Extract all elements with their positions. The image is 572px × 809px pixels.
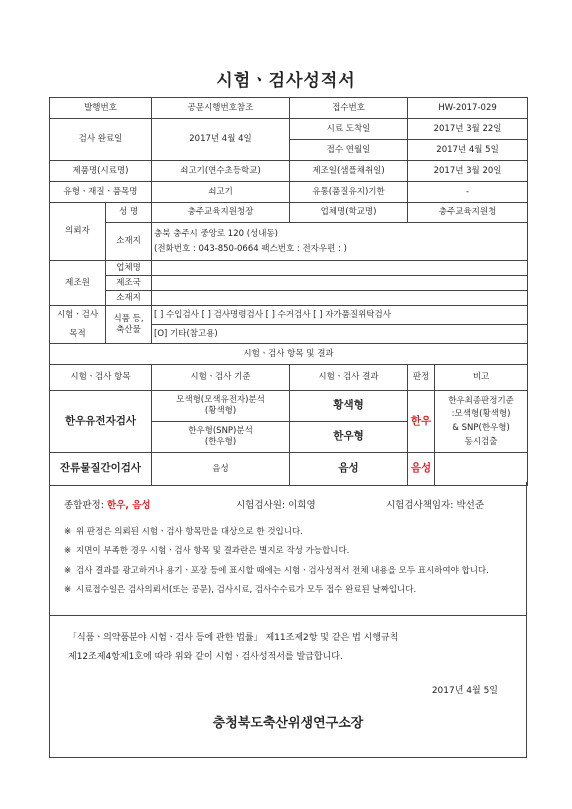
maker-biz-label: 업체명 bbox=[106, 261, 152, 276]
result-item-1: 한우유전자검사 bbox=[50, 391, 152, 453]
client-label: 의뢰자 bbox=[50, 203, 106, 261]
made-value: 2017년 3월 20일 bbox=[408, 161, 528, 182]
client-addr-value bbox=[152, 223, 528, 261]
type-label: 유형ㆍ재질ㆍ품목명 bbox=[50, 182, 152, 203]
purpose-sub bbox=[106, 306, 152, 344]
col-judgement: 판정 bbox=[408, 365, 435, 391]
result-remark-1-line1: 한우최종판정기준 bbox=[448, 395, 514, 406]
note-item bbox=[64, 565, 524, 577]
maker-country-label: 제조국 bbox=[106, 276, 152, 291]
note-text: 지면이 부족한 경우 시험ㆍ검사 항목 및 결과란은 별지로 작성 가능합니다. bbox=[76, 546, 350, 557]
purpose-sub-2: 축산물 bbox=[116, 324, 141, 335]
note-mark: ※ bbox=[64, 584, 72, 595]
note-text: 검사 결과를 광고하거나 용기ㆍ포장 등에 표시할 때에는 시험ㆍ검사성적서 전체 내용을 모두 표시하여야 합니다. bbox=[76, 565, 489, 576]
col-remark: 비고 bbox=[435, 365, 528, 391]
law-statement bbox=[68, 629, 518, 667]
result-value-1a: 황색형 bbox=[290, 391, 408, 422]
client-name-label: 성 명 bbox=[106, 203, 152, 223]
receipt-no-value: HW-2017-029 bbox=[408, 98, 528, 119]
issue-no-value: 공문시행번호참조 bbox=[152, 98, 290, 119]
result-std-1a-line1: 모색형(모색유전자)분석 bbox=[176, 395, 265, 406]
result-std-1a bbox=[152, 391, 290, 422]
note-text: 위 판정은 의뢰된 시험ㆍ검사 항목만을 대상으로 한 것입니다. bbox=[76, 527, 303, 537]
purpose-sub-1: 식품 등, bbox=[113, 313, 144, 324]
maker-addr-label: 소재지 bbox=[106, 291, 152, 306]
results-section-title: 시험ㆍ검사 항목 및 결과 bbox=[50, 344, 528, 365]
complete-value: 2017년 4월 4일 bbox=[152, 119, 290, 161]
client-name-value: 충주교육지원청장 bbox=[152, 203, 290, 223]
arrival-value: 2017년 3월 22일 bbox=[408, 119, 528, 140]
result-item-2: 잔류물질간이검사 bbox=[50, 453, 152, 486]
purpose-label-2: 목적 bbox=[69, 328, 86, 339]
result-value-2: 음성 bbox=[290, 453, 408, 486]
result-std-1b-line1: 한우형(SNP)분석 bbox=[188, 426, 253, 437]
purpose-selected: [O] 기타(참고용) bbox=[152, 325, 528, 344]
expiry-value: - bbox=[408, 182, 528, 203]
issue-no-label: 발행번호 bbox=[50, 98, 152, 119]
law-line-2: 제12조제4항제1호에 따라 위와 같이 시험ㆍ검사성적서를 발급합니다. bbox=[68, 651, 343, 662]
made-label: 제조일(샘플채취일) bbox=[290, 161, 408, 182]
type-value: 쇠고기 bbox=[152, 182, 290, 203]
result-remark-2 bbox=[435, 453, 528, 486]
col-standard: 시험ㆍ검사 기준 bbox=[152, 365, 290, 391]
examiner: 시험검사원: 이희영 bbox=[236, 500, 316, 511]
purpose-options: [ ] 수입검사 [ ] 검사명령검사 [ ] 수거검사 [ ] 자가품질위탁검사 bbox=[152, 306, 528, 325]
manager: 시험검사책임자: 박선준 bbox=[386, 500, 484, 511]
client-biz-label: 업체명(학교명) bbox=[290, 203, 408, 223]
receipt-no-label: 접수번호 bbox=[290, 98, 408, 119]
note-text: 시료접수일은 검사의뢰서(또는 공문), 검사시료, 검사수수료가 모두 접수 완료된 날짜입니다. bbox=[76, 584, 417, 595]
note-mark: ※ bbox=[64, 527, 72, 537]
arrival-label: 시료 도착일 bbox=[290, 119, 408, 140]
law-line-1: 「식품ㆍ의약품분야 시험ㆍ검사 등에 관한 법률」 제11조제2항 및 같은 법 시행규칙 bbox=[68, 633, 399, 643]
purpose-label-1: 시험ㆍ검사 bbox=[56, 309, 99, 320]
result-judgement-2: 음성 bbox=[408, 453, 435, 486]
product-label: 제품명(시료명) bbox=[50, 161, 152, 182]
receipt-date-label: 접수 연월일 bbox=[290, 140, 408, 161]
client-biz-value: 충주교육지원청 bbox=[408, 203, 528, 223]
report-table bbox=[49, 97, 528, 486]
note-item bbox=[64, 526, 524, 538]
maker-label: 제조원 bbox=[50, 261, 106, 306]
result-remark-1-line2: :모색형(황색형) bbox=[451, 409, 511, 420]
product-value: 쇠고기(연수초등학교) bbox=[152, 161, 290, 182]
col-result: 시험ㆍ검사 결과 bbox=[290, 365, 408, 391]
note-mark: ※ bbox=[64, 565, 72, 576]
result-std-1b-line2: (한우형) bbox=[204, 437, 237, 447]
result-value-1b: 한우형 bbox=[290, 422, 408, 453]
maker-addr-value bbox=[152, 291, 528, 306]
final-judgement bbox=[64, 497, 151, 511]
receipt-date-value: 2017년 4월 5일 bbox=[408, 140, 528, 161]
client-addr-line1: 충북 충주시 중앙로 120 (성내동) bbox=[154, 228, 279, 239]
note-item bbox=[64, 584, 524, 596]
col-item: 시험ㆍ검사 항목 bbox=[50, 365, 152, 391]
maker-biz-value bbox=[152, 261, 528, 276]
result-std-1b bbox=[152, 422, 290, 453]
notes-list bbox=[64, 526, 524, 603]
note-mark: ※ bbox=[64, 546, 72, 557]
maker-country-value bbox=[152, 276, 528, 291]
expiry-label: 유통(품질유지)기한 bbox=[290, 182, 408, 203]
report-footer bbox=[49, 482, 527, 758]
page-title: 시험ㆍ검사성적서 bbox=[216, 71, 356, 91]
issuing-organization: 충청북도축산위생연구소장 bbox=[212, 716, 364, 731]
result-remark-1 bbox=[435, 391, 528, 453]
divider bbox=[50, 615, 526, 616]
result-std-2: 음성 bbox=[152, 453, 290, 486]
result-remark-1-line4: 동시검출 bbox=[464, 436, 498, 447]
client-addr-line2: (전화번호 : 043-850-0664 팩스번호 : 전자우편 : ) bbox=[154, 243, 347, 254]
client-addr-label: 소재지 bbox=[106, 223, 152, 261]
complete-label: 검사 완료일 bbox=[50, 119, 152, 161]
result-remark-1-line3: & SNP(한우형) bbox=[452, 423, 510, 433]
final-judgement-label: 종합판정: bbox=[64, 500, 104, 511]
purpose-label bbox=[50, 306, 106, 344]
result-std-1a-line2: (황색형) bbox=[204, 406, 237, 416]
note-item bbox=[64, 545, 524, 557]
issue-date: 2017년 4월 5일 bbox=[431, 686, 498, 696]
result-judgement-1: 한우 bbox=[408, 391, 435, 453]
final-judgement-value: 한우, 음성 bbox=[106, 500, 151, 511]
